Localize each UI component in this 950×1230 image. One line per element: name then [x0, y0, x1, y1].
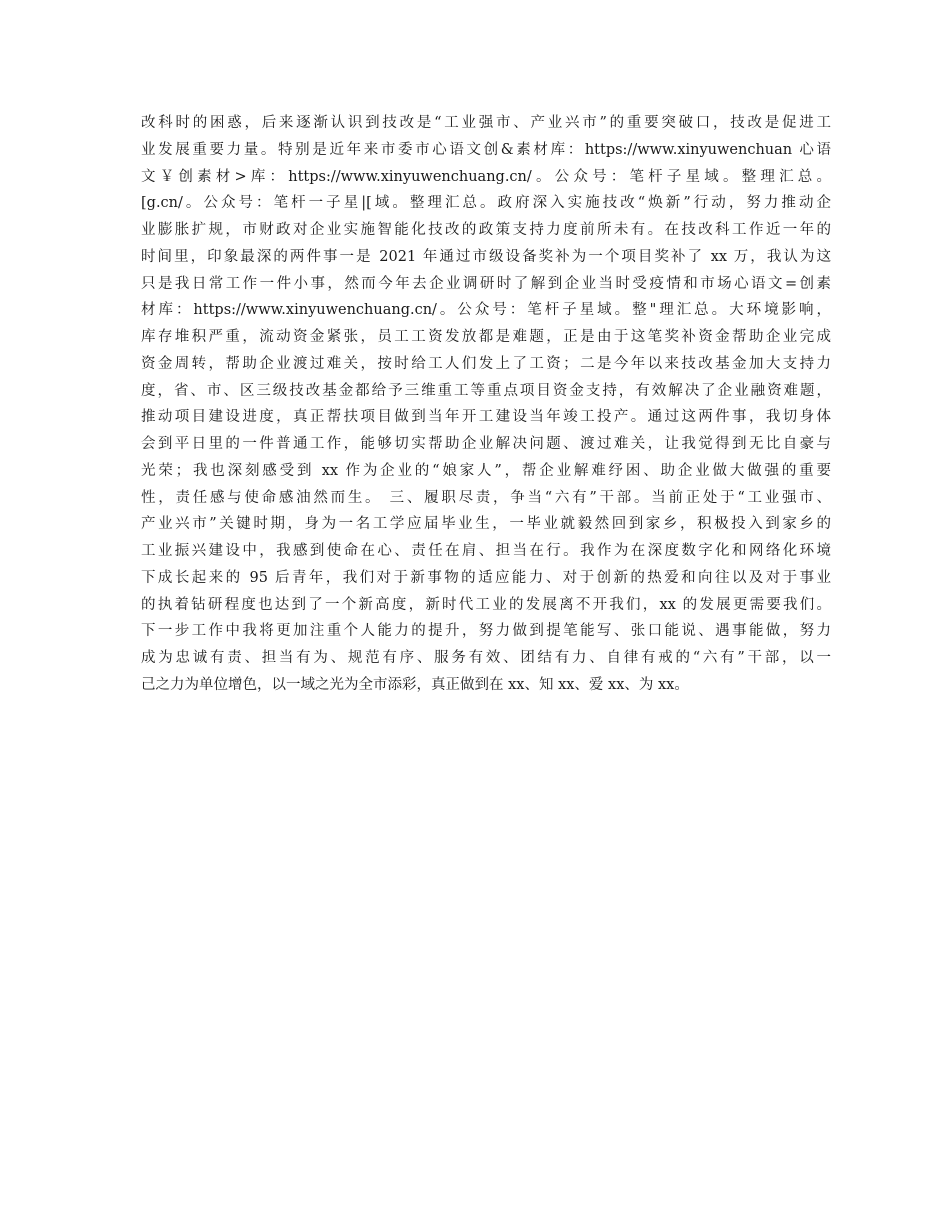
text-line: 光荣；我也深刻感受到 xx 作为企业的“娘家人”，帮企业解难纾困、助企业做大做强的重要 — [141, 462, 831, 479]
text-line: 度，省、市、区三级技改基金都给予三维重工等重点项目资金支持，有效解决了企业融资难题， — [141, 382, 831, 399]
text-line: 性，责任感与使命感油然而生。 三、履职尽责，争当“六有”干部。当前正处于“工业强市、 — [141, 489, 831, 506]
text-line: 推动项目建设进度，真正帮扶项目做到当年开工建设当年竣工投产。通过这两件事，我切身体 — [141, 409, 831, 426]
text-line: 材库：https://www.xinyuwenchuang.cn/。公众号：笔杆子星域。整"理汇总。大环境影响， — [141, 302, 831, 319]
text-line: 改科时的困惑，后来逐渐认识到技改是“工业强市、产业兴市”的重要突破口，技改是促进工 — [141, 115, 831, 131]
text-line: 库存堆积严重，流动资金紧张，员工工资发放都是难题，正是由于这笔奖补资金帮助企业完成 — [141, 329, 831, 345]
text-line-last: 己之力为单位增色，以一域之光为全市添彩，真正做到在 xx、知 xx、爱 xx、为 xx。 — [141, 676, 689, 693]
text-line: 只是我日常工作一件小事，然而今年去企业调研时了解到企业当时受疫情和市场心语文=创素 — [141, 275, 831, 292]
text-line: 工业振兴建设中，我感到使命在心、责任在肩、担当在行。我作为在深度数字化和网络化环境 — [141, 543, 831, 559]
text-line: 产业兴市”关键时期，身为一名工学应届毕业生，一毕业就毅然回到家乡，积极投入到家乡的 — [141, 516, 831, 533]
text-line: 下一步工作中我将更加注重个人能力的提升，努力做到提笔能写、张口能说、遇事能做，努力 — [141, 623, 831, 640]
text-line: 业膨胀扩规，市财政对企业实施智能化技改的政策支持力度前所未有。在技改科工作近一年的 — [141, 222, 831, 238]
text-line: 业发展重要力量。特别是近年来市委市心语文创&素材库：https://www.xinyuwenchuan 心语 — [141, 141, 831, 158]
text-line: 的执着钻研程度也达到了一个新高度，新时代工业的发展离不开我们，xx 的发展更需要我们。 — [141, 596, 831, 613]
text-line: 文￥创素材>库：https://www.xinyuwenchuang.cn/。公众号：笔杆子星域。整理汇总。 — [141, 168, 831, 185]
text-line: 时间里，印象最深的两件事一是 2021 年通过市级设备奖补为一个项目奖补了 xx 万，我认为这 — [141, 248, 831, 265]
text-line: 成为忠诚有责、担当有为、规范有序、服务有效、团结有力、自律有戒的“六有”干部，以一 — [141, 650, 831, 666]
text-line: [g.cn/。公众号：笔杆一子星|[域。整理汇总。政府深入实施技改“焕新”行动，努力推动企 — [141, 195, 831, 212]
document-body — [141, 110, 831, 699]
text-line: 会到平日里的一件普通工作，能够切实帮助企业解决问题、渡过难关，让我觉得到无比自豪与 — [141, 436, 831, 452]
text-line: 下成长起来的 95 后青年，我们对于新事物的适应能力、对于创新的热爱和向往以及对于事业 — [141, 569, 831, 586]
text-line: 资金周转，帮助企业渡过难关，按时给工人们发上了工资；二是今年以来技改基金加大支持力 — [141, 355, 831, 372]
